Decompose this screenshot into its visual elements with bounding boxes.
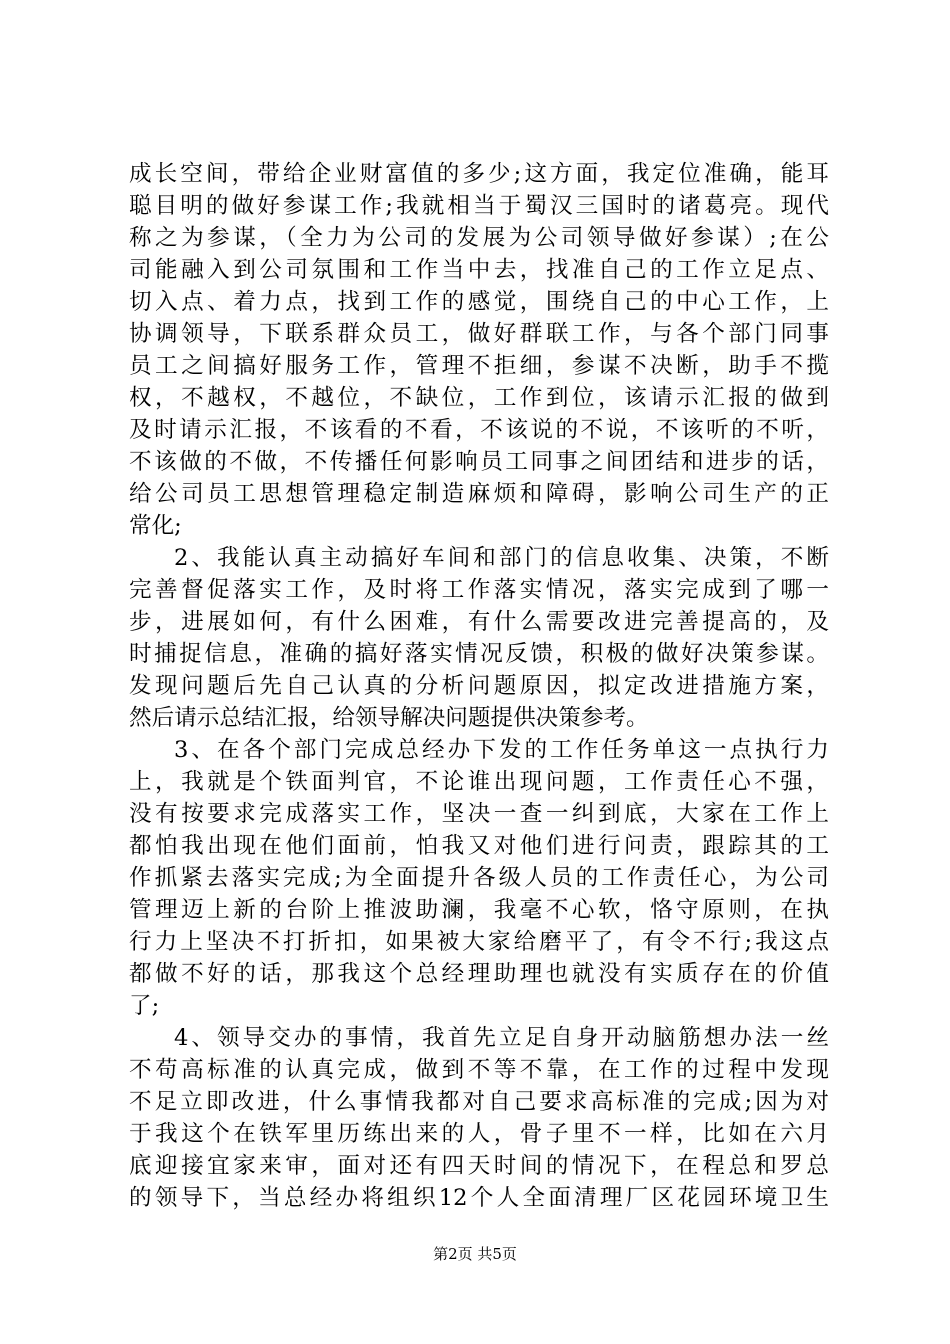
page-number-label: 第2页 共5页	[433, 1245, 517, 1263]
text-line: 时捕捉信息，准确的搞好落实情况反馈，积极的做好决策参谋。	[129, 641, 829, 667]
text-line: 2、我能认真主动搞好车间和部门的信息收集、决策，不断	[174, 545, 829, 571]
text-line: 行力上坚决不打折扣，如果被大家给磨平了，有令不行;我这点	[129, 929, 829, 955]
text-line: 协调领导，下联系群众员工，做好群联工作，与各个部门同事	[129, 321, 829, 347]
text-line: 4、领导交办的事情，我首先立足自身开动脑筋想办法一丝	[174, 1025, 829, 1051]
text-line: 管理迈上新的台阶上推波助澜，我毫不心软，恪守原则，在执	[129, 897, 829, 923]
page-footer	[0, 1243, 950, 1264]
text-line: 发现问题后先自己认真的分析问题原因，拟定改进措施方案，	[129, 673, 829, 699]
text-line: 切入点、着力点，找到工作的感觉，围绕自己的中心工作，上	[129, 289, 829, 315]
text-line: 及时请示汇报，不该看的不看，不该说的不说，不该听的不听，	[129, 417, 829, 443]
text-line: 的领导下，当总经办将组织12个人全面清理厂区花园环境卫生	[129, 1185, 829, 1211]
text-line: 3、在各个部门完成总经办下发的工作任务单这一点执行力	[174, 737, 829, 763]
text-line: 完善督促落实工作，及时将工作落实情况，落实完成到了哪一	[129, 577, 829, 603]
text-line: 了;	[129, 993, 160, 1019]
text-line: 常化;	[129, 513, 182, 539]
text-line: 步，进展如何，有什么困难，有什么需要改进完善提高的，及	[129, 609, 829, 635]
text-line: 作抓紧去落实完成;为全面提升各级人员的工作责任心，为公司	[129, 865, 829, 891]
text-line: 于我这个在铁军里历练出来的人，骨子里不一样，比如在六月	[129, 1121, 829, 1147]
text-line: 上，我就是个铁面判官，不论谁出现问题，工作责任心不强，	[129, 769, 829, 795]
text-line: 成长空间，带给企业财富值的多少;这方面，我定位准确，能耳	[129, 161, 829, 187]
text-line: 没有按要求完成落实工作，坚决一查一纠到底，大家在工作上	[129, 801, 829, 827]
text-line: 然后请示总结汇报，给领导解决问题提供决策参考。	[129, 705, 649, 731]
text-line: 都做不好的话，那我这个总经理助理也就没有实质存在的价值	[129, 961, 829, 987]
text-line: 给公司员工思想管理稳定制造麻烦和障碍，影响公司生产的正	[129, 481, 829, 507]
text-line: 底迎接宜家来审，面对还有四天时间的情况下，在程总和罗总	[129, 1153, 829, 1179]
text-line: 称之为参谋，（全力为公司的发展为公司领导做好参谋）;在公	[129, 225, 829, 251]
text-line: 不足立即改进，什么事情我都对自己要求高标准的完成;因为对	[129, 1089, 829, 1115]
text-line: 都怕我出现在他们面前，怕我又对他们进行问责，跟踪其的工	[129, 833, 829, 859]
text-line: 权，不越权，不越位，不缺位，工作到位，该请示汇报的做到	[129, 385, 829, 411]
text-line: 司能融入到公司氛围和工作当中去，找准自己的工作立足点、	[129, 257, 829, 283]
text-line: 不该做的不做，不传播任何影响员工同事之间团结和进步的话，	[129, 449, 829, 475]
text-line: 员工之间搞好服务工作，管理不拒细，参谋不决断，助手不揽	[129, 353, 829, 379]
text-line: 不苟高标准的认真完成，做到不等不靠，在工作的过程中发现	[129, 1057, 829, 1083]
document-body	[129, 158, 829, 1214]
text-line: 聪目明的做好参谋工作;我就相当于蜀汉三国时的诸葛亮。现代	[129, 193, 829, 219]
